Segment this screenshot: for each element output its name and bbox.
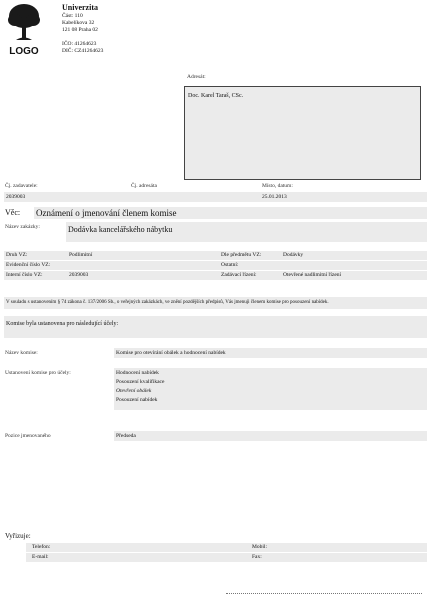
tree-icon <box>4 2 44 42</box>
type-label: Druh VZ: <box>6 252 28 258</box>
signature-line <box>226 592 422 594</box>
role-value: Předseda <box>116 433 136 439</box>
specific-label: Ostatní: <box>221 262 239 268</box>
org-ico: IČO: 41264623 <box>62 41 97 47</box>
phone-label: Telefon: <box>32 544 51 550</box>
purpose-item-3: Otevření obálek <box>116 388 152 394</box>
purpose-item-1: Hodnocení nabídek <box>116 370 159 376</box>
their-ref-label: Čj. adresáta <box>131 183 157 189</box>
fax-label: Fax: <box>252 554 262 560</box>
org-dic: DIČ: CZ41264623 <box>62 48 104 54</box>
subject-type-value: Dodávky <box>283 252 304 258</box>
purpose-box <box>114 368 427 410</box>
addressee-label: Adresát: <box>187 74 206 80</box>
refs-row <box>4 192 427 202</box>
org-address-1: Část: 110 <box>62 13 83 19</box>
contract-label: Název zakázky: <box>5 224 40 230</box>
our-ref-value: 2039003 <box>6 194 26 200</box>
purpose-label: Ustanovení komise pro účely: <box>5 370 71 376</box>
logo <box>4 2 44 57</box>
internal-value: 2039003 <box>69 272 89 278</box>
internal-label: Interní číslo VZ: <box>6 272 43 278</box>
place-date-value: 25.01.2013 <box>262 194 287 200</box>
procedure-label: Zadávací řízení: <box>221 272 257 278</box>
subject-type-label: Dle předmětu VZ: <box>221 252 262 258</box>
org-address-2: Kabelíkova 32 <box>62 20 95 26</box>
contact-title: Vyřizuje: <box>5 532 31 540</box>
addressee-value: Doc. Karel Taraš, CSc. <box>188 93 244 99</box>
contact-row-1 <box>26 543 427 552</box>
subject-value: Oznámení o jmenování členem komise <box>36 208 177 218</box>
subject-label: Věc: <box>5 208 21 217</box>
role-label: Pozice jmenovaného <box>5 433 51 439</box>
commission-type-label: Název komise: <box>5 350 38 356</box>
org-address-3: 121 08 Praha 02 <box>62 27 98 33</box>
details-row-2 <box>4 261 427 270</box>
type-value: Podlimitní <box>69 252 93 258</box>
procedure-value: Otevřené nadlimitní řízení <box>283 272 342 278</box>
org-block <box>62 3 182 55</box>
purpose-item-4: Posouzení nabídek <box>116 397 158 403</box>
role-row <box>114 431 427 441</box>
mobile-label: Mobil: <box>252 544 267 550</box>
contract-value: Dodávka kancelářského nábytku <box>68 225 173 234</box>
org-name: Univerzita <box>62 3 98 12</box>
place-date-label: Místo, datum: <box>262 183 293 189</box>
details-row-1 <box>4 251 427 260</box>
purpose-item-2: Posouzení kvalifikace <box>116 379 165 385</box>
intro-text: V souladu s ustanovením § 74 zákona č. 137/2006 Sb., o veřejných zakázkách, ve znění pozdějších předpisů, Vás jmenuji členem komise pro posouzení nabídek. <box>6 300 329 305</box>
contact-row-2 <box>26 553 427 562</box>
addressee-box <box>184 86 421 180</box>
email-label: E-mail: <box>32 554 49 560</box>
our-ref-label: Čj. zadavatele: <box>5 183 38 189</box>
details-row-3 <box>4 271 427 280</box>
commission-type-value: Komise pro otevírání obálek a hodnocení nabídek <box>116 350 226 356</box>
logo-text: LOGO <box>9 46 39 57</box>
committee-text: Komise byla ustanovena pro následující účely: <box>6 321 119 327</box>
evid-label: Evidenční číslo VZ: <box>6 262 51 268</box>
